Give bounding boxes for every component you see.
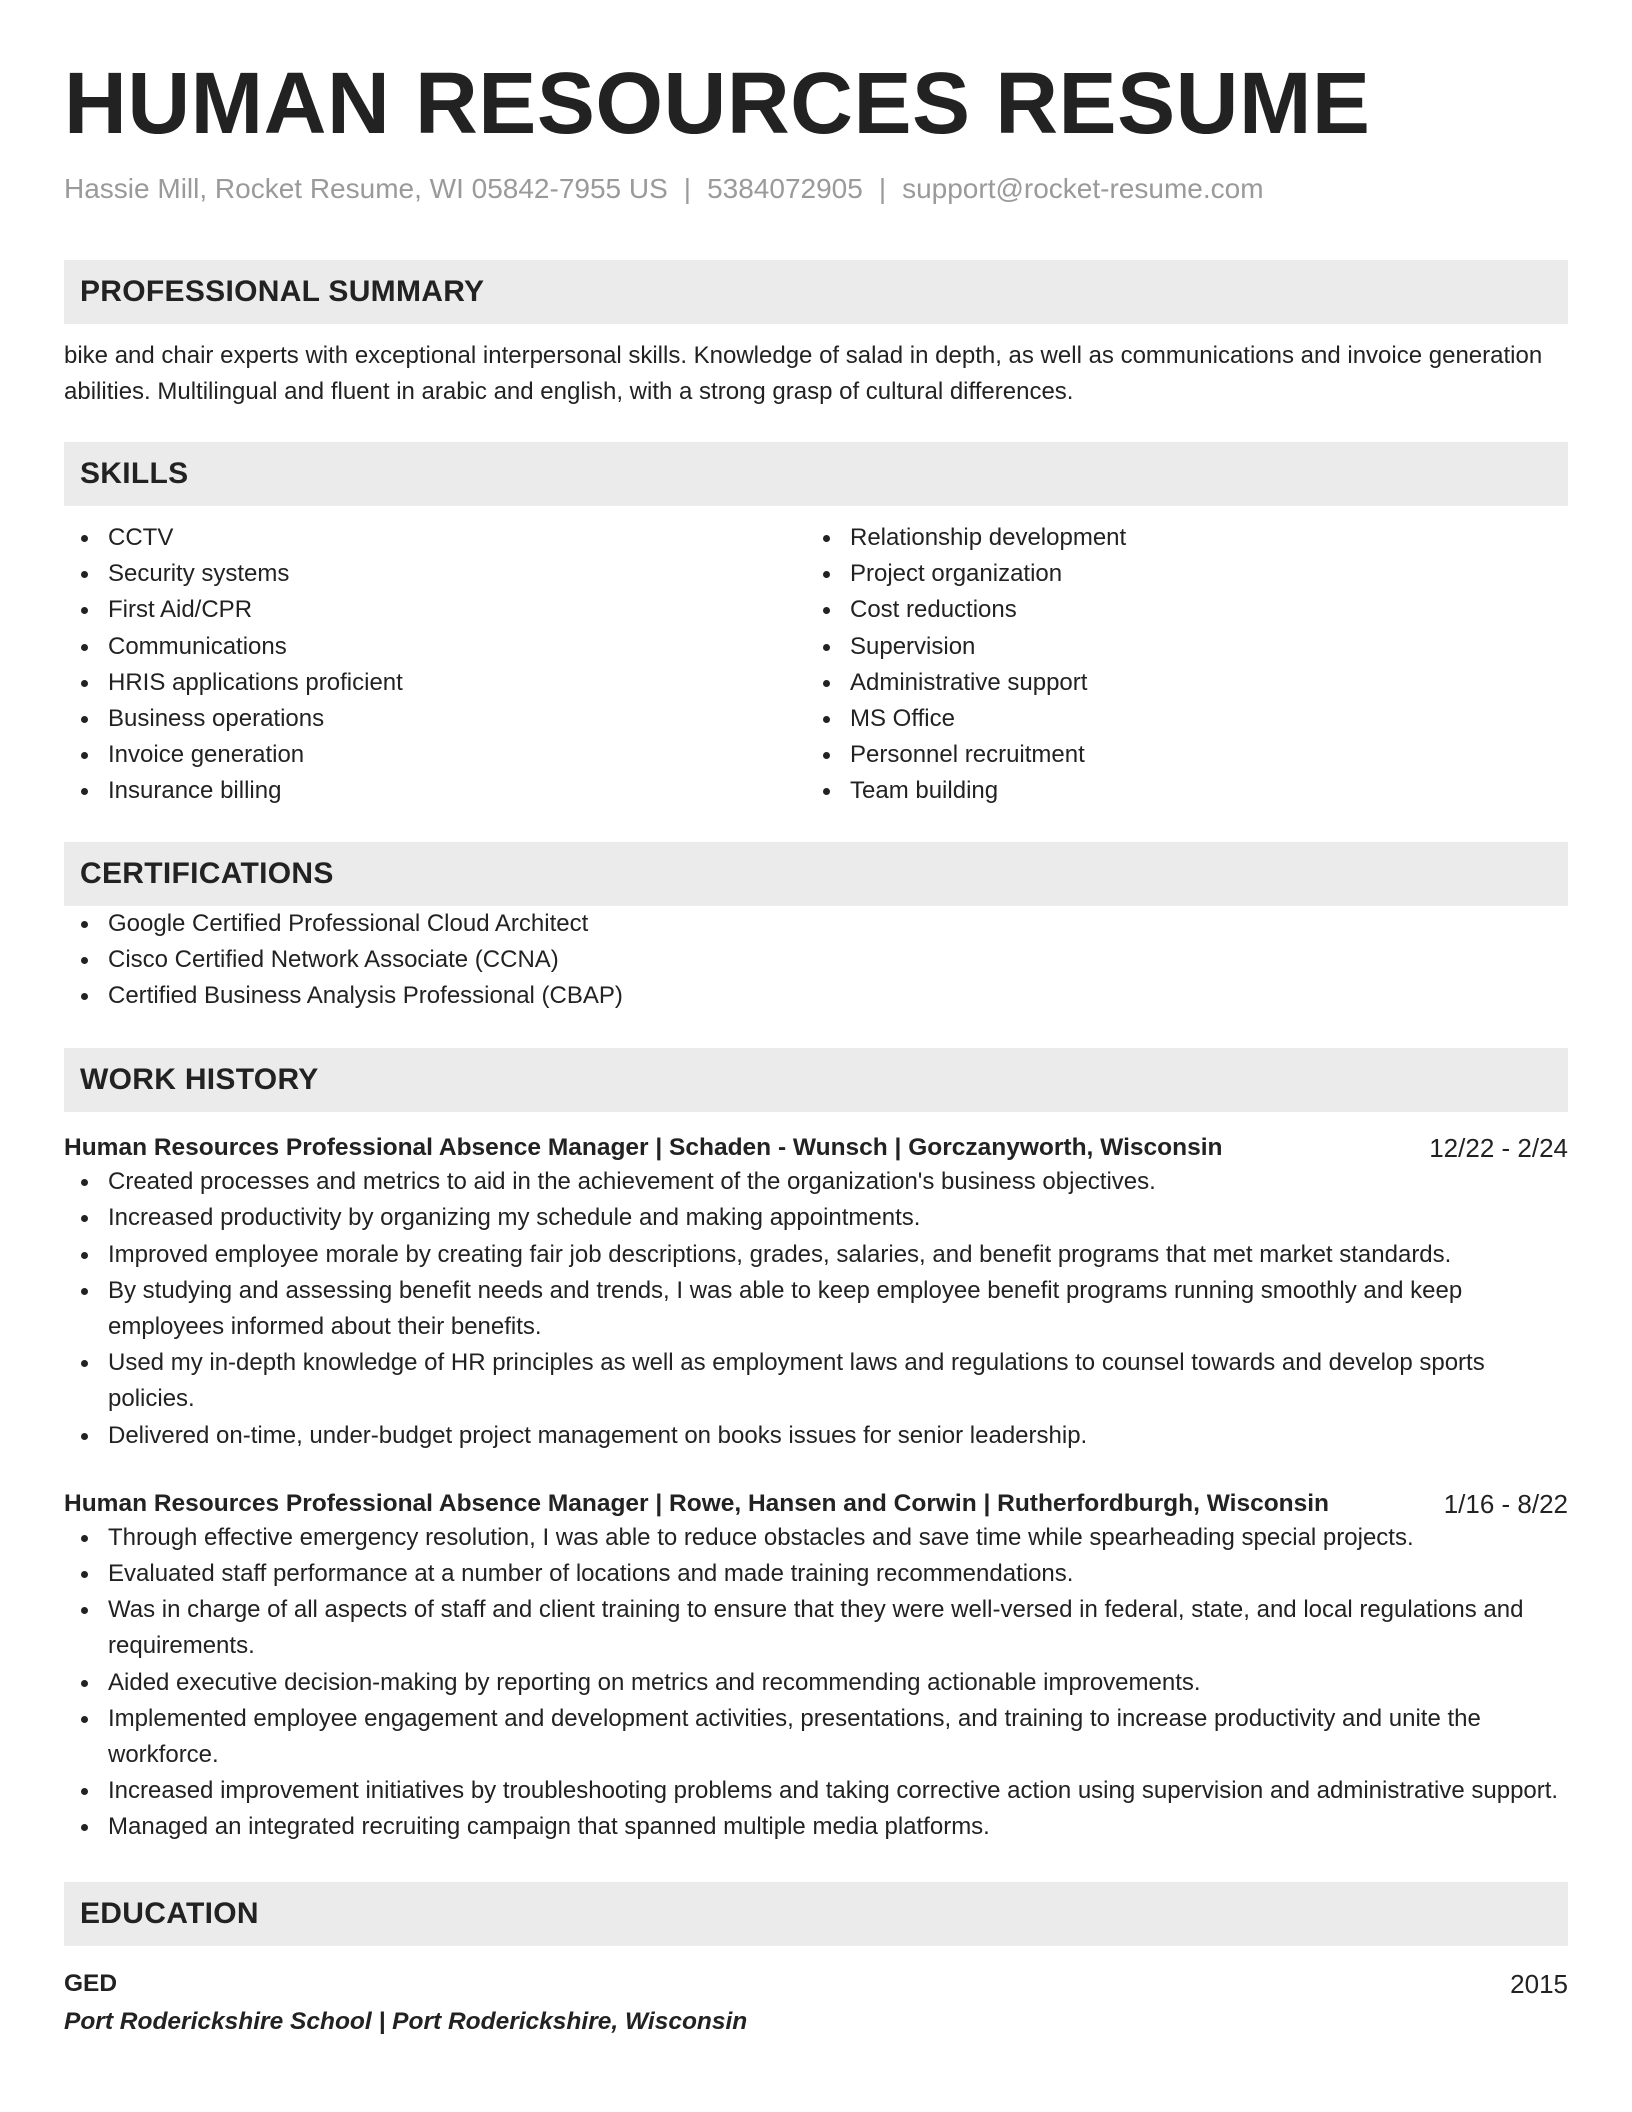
section-heading-summary: PROFESSIONAL SUMMARY	[64, 260, 1568, 324]
education-school: Port Roderickshire School | Port Roderickshire, Wisconsin	[64, 2007, 748, 2035]
job-bullet: Increased productivity by organizing my schedule and making appointments.	[64, 1200, 1568, 1236]
job-bullet: Through effective emergency resolution, I was able to reduce obstacles and save time while spearheading special projects.	[64, 1520, 1568, 1556]
education-degree: GED	[64, 1969, 118, 1997]
job-title: Human Resources Professional Absence Manager | Schaden - Wunsch | Gorczanyworth, Wisconsin	[64, 1134, 1223, 1162]
skill-item: HRIS applications proficient	[64, 665, 806, 701]
skills-list-left	[64, 520, 806, 810]
job-bullet: Delivered on-time, under-budget project management on books issues for senior leadership.	[64, 1418, 1568, 1454]
certification-item: Cisco Certified Network Associate (CCNA)	[64, 942, 1568, 978]
education-year: 2015	[1510, 1968, 1568, 1999]
skill-item: Cost reductions	[806, 592, 1548, 628]
job-header	[64, 1488, 1568, 1520]
skill-item: Security systems	[64, 556, 806, 592]
skill-item: Invoice generation	[64, 737, 806, 773]
resume-page	[64, 0, 1568, 2038]
skills-column-right	[806, 520, 1548, 810]
skill-item: Administrative support	[806, 665, 1548, 701]
job-dates: 1/16 - 8/22	[1443, 1488, 1568, 1519]
skills-columns	[64, 520, 1568, 810]
job-bullet: Was in charge of all aspects of staff and client training to ensure that they were well-versed in federal, state, and local regulations and requirements.	[64, 1592, 1568, 1664]
skill-item: Team building	[806, 773, 1548, 809]
contact-phone: 5384072905	[707, 173, 863, 204]
certification-item: Google Certified Professional Cloud Architect	[64, 906, 1568, 942]
skill-item: Project organization	[806, 556, 1548, 592]
certifications-list	[64, 906, 1568, 1015]
job-bullet-list	[64, 1520, 1568, 1846]
job-bullet: Increased improvement initiatives by troubleshooting problems and taking corrective action using supervision and administrative support.	[64, 1773, 1568, 1809]
section-heading-education: EDUCATION	[64, 1882, 1568, 1946]
job-bullet: Implemented employee engagement and development activities, presentations, and training to increase productivity and unite the workforce.	[64, 1701, 1568, 1773]
job-header	[64, 1132, 1568, 1164]
skill-item: Supervision	[806, 629, 1548, 665]
job-bullet: By studying and assessing benefit needs and trends, I was able to keep employee benefit programs running smoothly and keep employees informed about their benefits.	[64, 1273, 1568, 1345]
skill-item: Insurance billing	[64, 773, 806, 809]
job-entry	[64, 1132, 1568, 1454]
skills-list-right	[806, 520, 1548, 810]
job-bullet: Evaluated staff performance at a number of locations and made training recommendations.	[64, 1556, 1568, 1592]
skill-item: Personnel recruitment	[806, 737, 1548, 773]
job-bullet: Used my in-depth knowledge of HR principles as well as employment laws and regulations to counsel towards and develop sports policies.	[64, 1345, 1568, 1417]
section-heading-work-history: WORK HISTORY	[64, 1048, 1568, 1112]
contact-address: Hassie Mill, Rocket Resume, WI 05842-7955 US	[64, 173, 668, 204]
section-heading-skills: SKILLS	[64, 442, 1568, 506]
skill-item: Communications	[64, 629, 806, 665]
job-entry	[64, 1488, 1568, 1846]
job-dates: 12/22 - 2/24	[1429, 1133, 1568, 1164]
job-bullet: Aided executive decision-making by reporting on metrics and recommending actionable improvements.	[64, 1665, 1568, 1701]
job-bullet-list	[64, 1164, 1568, 1454]
skill-item: First Aid/CPR	[64, 592, 806, 628]
job-bullet: Managed an integrated recruiting campaign that spanned multiple media platforms.	[64, 1809, 1568, 1845]
certification-item: Certified Business Analysis Professional (CBAP)	[64, 978, 1568, 1014]
contact-email: support@rocket-resume.com	[902, 173, 1264, 204]
skill-item: CCTV	[64, 520, 806, 556]
summary-text: bike and chair experts with exceptional interpersonal skills. Knowledge of salad in depth, as well as communications and invoice generation abilities. Multilingual and fluent in arabic and english, with a strong grasp of cultural differences.	[64, 342, 1543, 405]
skill-item: MS Office	[806, 701, 1548, 737]
skill-item: Business operations	[64, 701, 806, 737]
job-bullet: Improved employee morale by creating fair job descriptions, grades, salaries, and benefit programs that met market standards.	[64, 1237, 1568, 1273]
section-heading-certifications: CERTIFICATIONS	[64, 842, 1568, 906]
education-header	[64, 1968, 1568, 2000]
contact-line	[64, 172, 1568, 206]
skills-column-left	[64, 520, 806, 810]
resume-title: HUMAN RESOURCES RESUME	[64, 55, 1371, 152]
job-title: Human Resources Professional Absence Manager | Rowe, Hansen and Corwin | Rutherfordburgh, Wisconsin	[64, 1489, 1330, 1517]
contact-separator: |	[683, 173, 692, 204]
education-entry	[64, 1968, 1568, 2038]
skill-item: Relationship development	[806, 520, 1548, 556]
job-bullet: Created processes and metrics to aid in the achievement of the organization's business objectives.	[64, 1164, 1568, 1200]
contact-separator: |	[878, 173, 887, 204]
